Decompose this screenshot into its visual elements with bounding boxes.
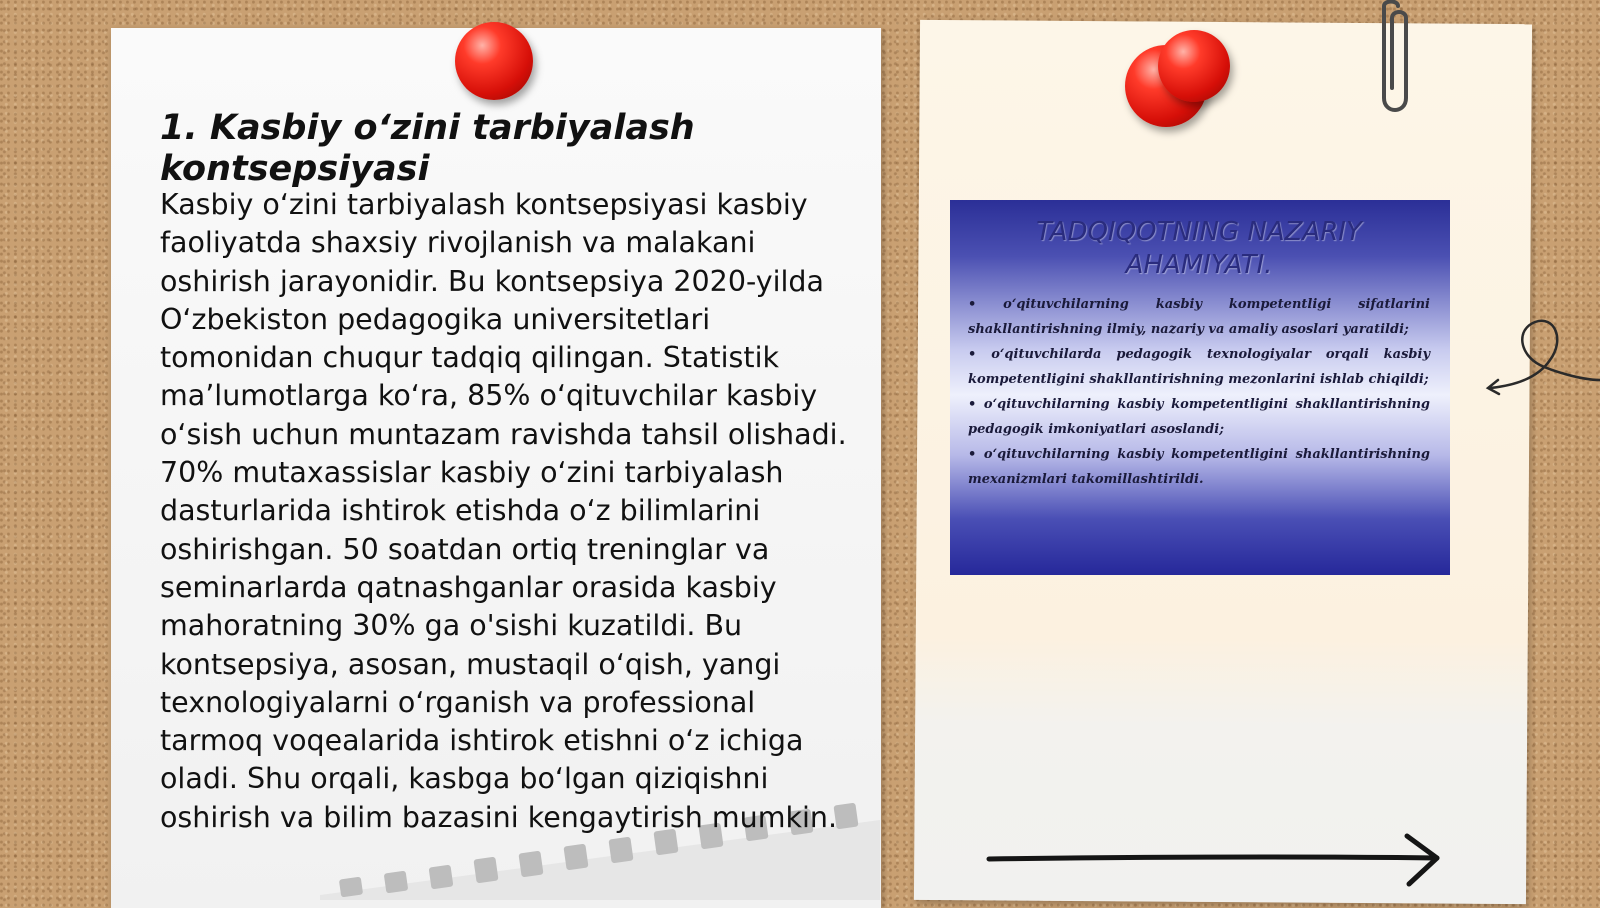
info-card-item: • oʻqituvchilarning kasbiy kompetentligi sifatlarini shakllantirishning ilmiy, nazariy va amaliy asoslari yaratildi; [968, 297, 1430, 337]
info-card-title-line1: TADQIQOTNING NAZARIY [1036, 217, 1362, 247]
info-card-item: • oʻqituvchilarda pedagogik texnologiyalar orqali kasbiy kompetentligini shakllantirishning mezonlarini ishlab chiqildi; [968, 347, 1430, 387]
info-card-title-line2: AHAMIYATI. [1125, 250, 1273, 280]
arrow-right-icon [985, 832, 1447, 894]
note-title: 1. Kasbiy oʻzini tarbiyalash kontsepsiyasi [160, 108, 695, 189]
pushpin-icon [455, 22, 533, 100]
scribble-arrow-icon [1480, 310, 1600, 410]
info-card-title [968, 216, 1430, 282]
info-card [950, 200, 1450, 575]
paperclip-icon [1368, 0, 1414, 124]
info-card-item: • oʻqituvchilarning kasbiy kompetentligini shakllantirishning pedagogik imkoniyatlari asoslandi; [968, 397, 1430, 437]
pushpin-icon [1158, 30, 1230, 102]
info-card-item: • oʻqituvchilarning kasbiy kompetentligini shakllantirishning mexanizmlari takomillashtirildi. [968, 447, 1430, 487]
note-body: Kasbiy oʻzini tarbiyalash kontsepsiyasi kasbiy faoliyatda shaxsiy rivojlanish va malakani oshirish jarayonidir. Bu kontsepsiya 2020-yilda Oʻzbekiston pedagogika universitetlari tomonidan chuqur tadqiq qilingan. Statistik maʼlumotlarga koʻra, 85% oʻqituvchilar kasbiy oʻsish uchun muntazam ravishda tahsil olishadi. 70% mutaxassislar kasbiy oʻzini tarbiyalash dasturlarida ishtirok etishda oʻz bilimlarini oshirishgan. 50 soatdan ortiq treninglar va seminarlarda qatnashganlar orasida kasbiy mahoratning 30% ga o'sishi kuzatildi. Bu kontsepsiya, asosan, mustaqil oʻqish, yangi texnologiyalarni oʻrganish va professional tarmoq voqealarida ishtirok etishni oʻz ichiga oladi. Shu orqali, kasbga boʻlgan qiziqishni oshirish va bilim bazasini kengaytirish mumkin. [160, 188, 847, 834]
